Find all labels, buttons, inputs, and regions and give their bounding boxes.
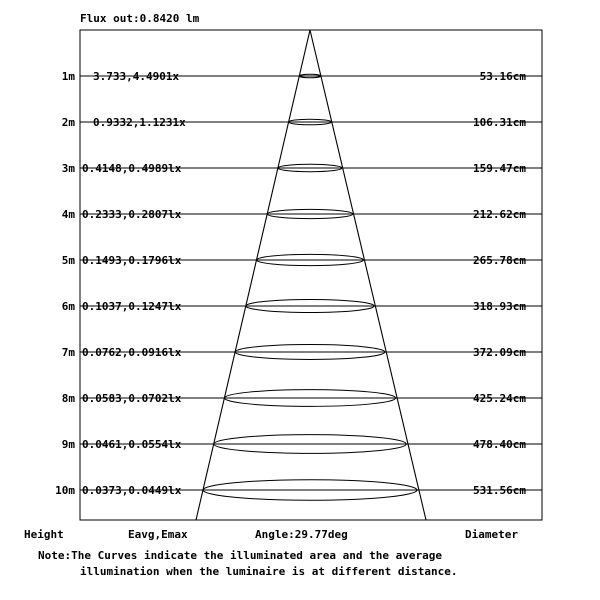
height-column-label: Height: [24, 528, 64, 541]
lux-value: 0.4148,0.4989lx: [82, 162, 182, 175]
lux-value: 0.0373,0.0449lx: [82, 484, 182, 497]
height-label: 5m: [61, 254, 75, 267]
lux-value: 0.1037,0.1247lx: [82, 300, 182, 313]
height-label: 6m: [61, 300, 75, 313]
height-label: 8m: [61, 392, 75, 405]
beam-left-edge: [196, 30, 310, 520]
diameter-value: 265.78cm: [473, 254, 526, 267]
height-label: 10m: [55, 484, 75, 497]
diameter-value: 53.16cm: [479, 70, 526, 83]
height-label: 7m: [61, 346, 75, 359]
diameter-value: 106.31cm: [473, 116, 526, 129]
diameter-value: 531.56cm: [473, 484, 526, 497]
height-label: 2m: [61, 116, 75, 129]
lux-value: 0.0461,0.0554lx: [82, 438, 182, 451]
lux-value: 0.9332,1.1231x: [93, 116, 186, 129]
lux-value: 0.0762,0.0916lx: [82, 346, 182, 359]
height-label: 9m: [61, 438, 75, 451]
height-label: 3m: [61, 162, 75, 175]
lux-value: 0.2333,0.2807lx: [82, 208, 182, 221]
lux-column-label: Eavg,Emax: [128, 528, 188, 541]
diameter-value: 318.93cm: [473, 300, 526, 313]
lux-value: 3.733,4.4901x: [93, 70, 180, 83]
diameter-value: 425.24cm: [473, 392, 526, 405]
rows-layer: [55, 70, 542, 500]
diameter-value: 478.40cm: [473, 438, 526, 451]
beam-right-edge: [310, 30, 426, 520]
diameter-column-label: Diameter: [465, 528, 518, 541]
lux-value: 0.1493,0.1796lx: [82, 254, 182, 267]
height-label: 1m: [61, 70, 75, 83]
diameter-value: 159.47cm: [473, 162, 526, 175]
note-line-2: illumination when the luminaire is at different distance.: [80, 565, 458, 578]
angle-label: Angle:29.77deg: [255, 528, 348, 541]
lux-value: 0.0583,0.0702lx: [82, 392, 182, 405]
height-label: 4m: [61, 208, 75, 221]
note-line-1: Note:The Curves indicate the illuminated area and the average: [38, 549, 442, 562]
flux-label: Flux out:0.8420 lm: [80, 12, 200, 25]
diameter-value: 372.09cm: [473, 346, 526, 359]
diameter-value: 212.62cm: [473, 208, 526, 221]
